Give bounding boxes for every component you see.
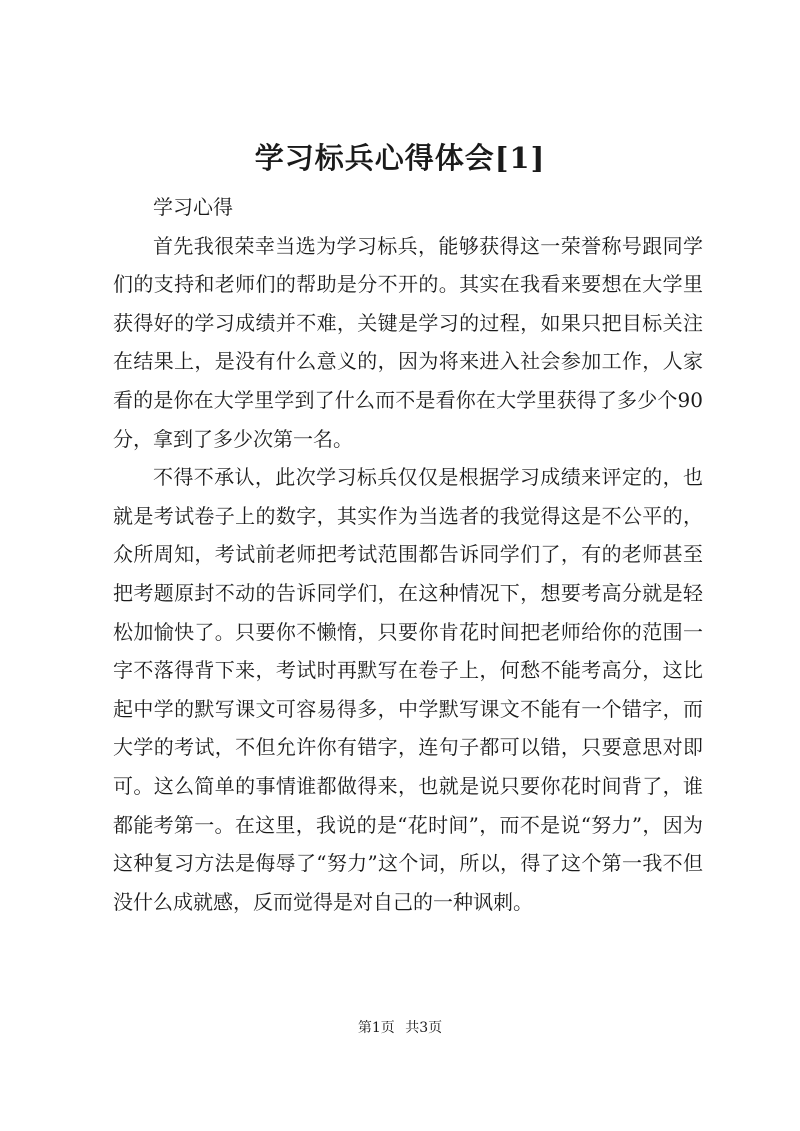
page-title: 学习标兵心得体会[1]	[254, 141, 546, 175]
page-total: 共3页	[405, 1020, 443, 1036]
page-number: 第1页	[357, 1020, 395, 1036]
section-heading: 学习心得	[153, 195, 233, 219]
paragraph-2: 不得不承认，此次学习标兵仅仅是根据学习成绩来评定的，也就是考试卷子上的数字，其实作为当选者的我觉得这是不公平的，众所周知，考试前老师把考试范围都告诉同学们了，有的老师甚至把考题原封不动的告诉同学们，在这种情况下，想要考高分就是轻松加愉快了。只要你不懒惰，只要你肯花时间把老师给你的范围一字不落得背下来，考试时再默写在卷子上，何愁不能考高分，这比起中学的默写课文可容易得多，中学默写课文不能有一个错字，而大学的考试，不但允许你有错字，连句子都可以错，只要意思对即可。这么简单的事情谁都做得来，也就是说只要你花时间背了，谁都能考第一。在这里，我说的是“花时间”，而不是说“努力”，因为这种复习方法是侮辱了“努力”这个词，所以，得了这个第一我不但没什么成就感，反而觉得是对自己的一种讽刺。	[113, 465, 703, 914]
document-body	[113, 188, 703, 921]
paragraph-1: 首先我很荣幸当选为学习标兵，能够获得这一荣誉称号跟同学们的支持和老师们的帮助是分不开的。其实在我看来要想在大学里获得好的学习成绩并不难，关键是学习的过程，如果只把目标关注在结果上，是没有什么意义的，因为将来进入社会参加工作，人家看的是你在大学里学到了什么而不是看你在大学里获得了多少个90分，拿到了多少次第一名。	[113, 233, 703, 451]
page-footer	[0, 1018, 800, 1038]
